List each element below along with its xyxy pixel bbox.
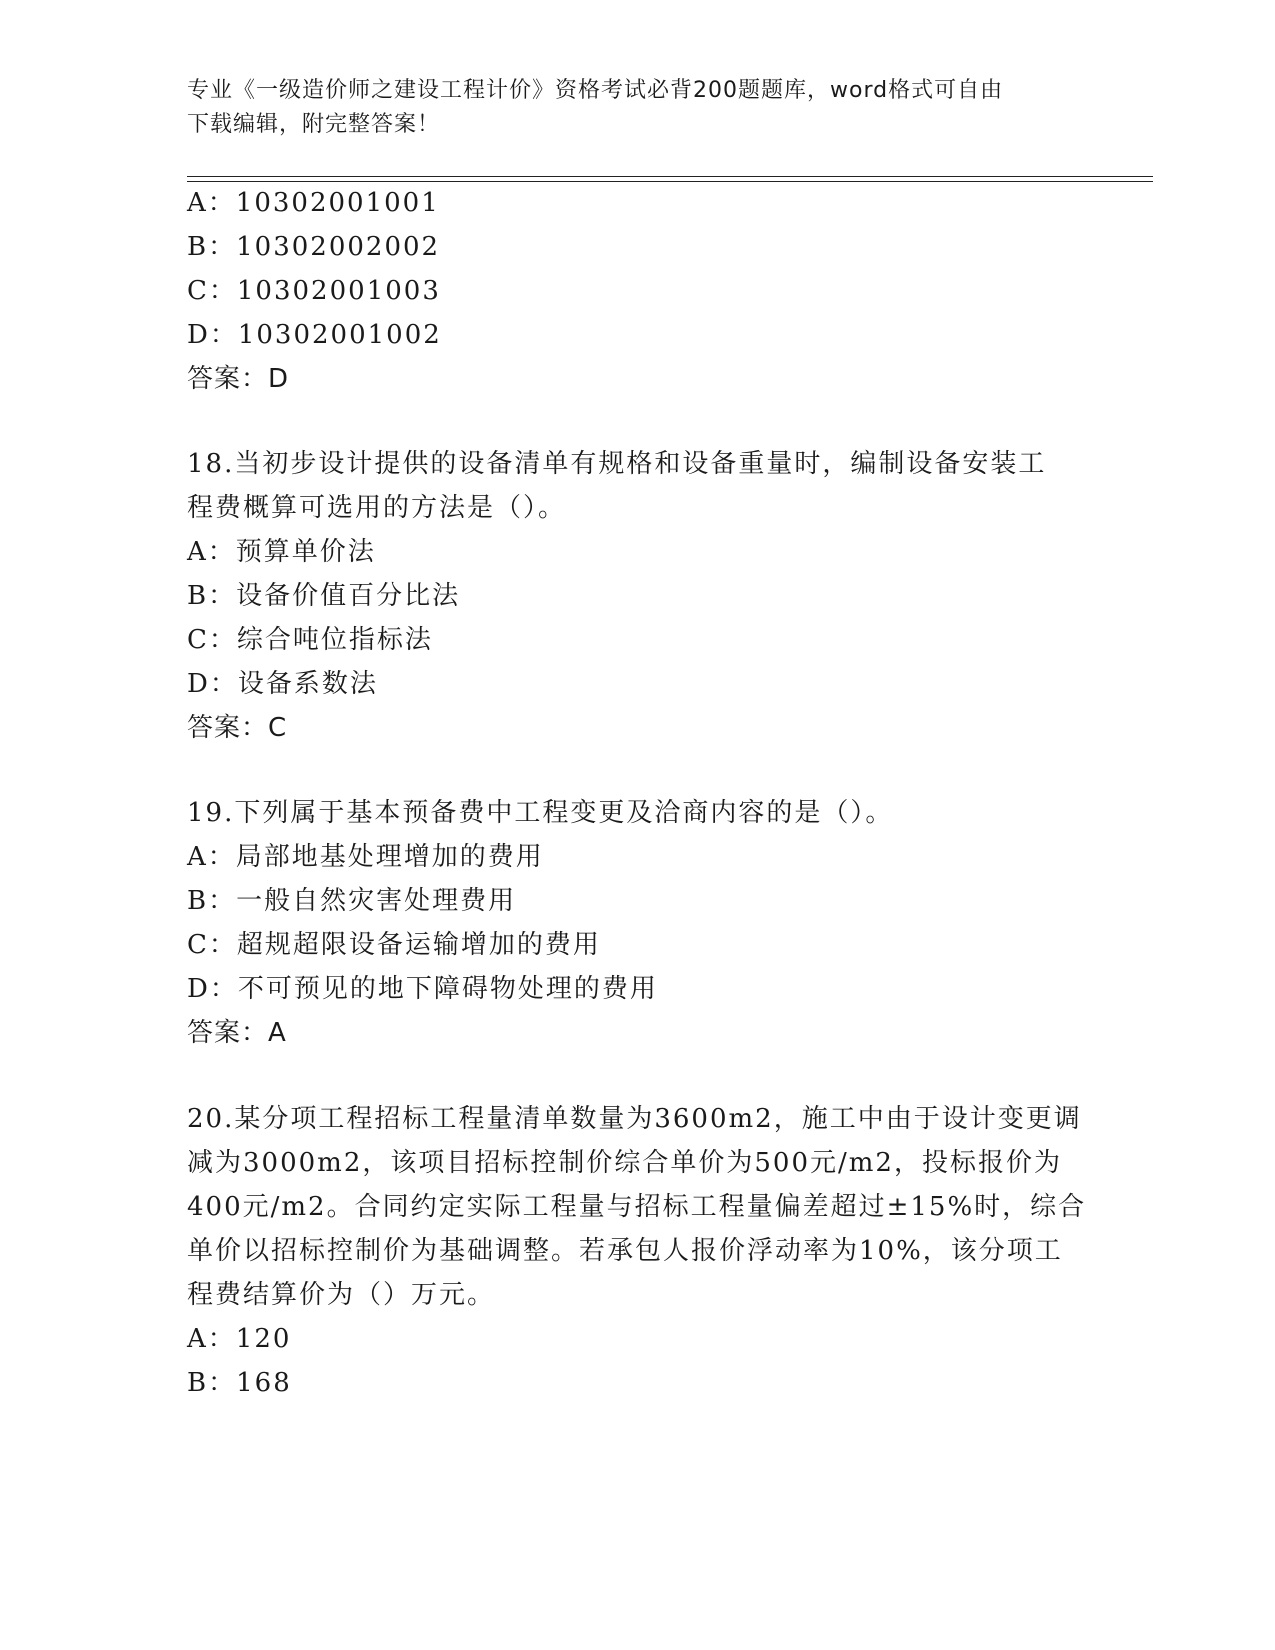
q17-answer: 答案：D (187, 364, 290, 394)
q20-stem-line-2: 减为3000m2，该项目招标控制价综合单价为500元/m2，投标报价为 (187, 1148, 1062, 1178)
q20-stem-line-5: 程费结算价为（）万元。 (187, 1280, 496, 1310)
q20-stem-line-4: 单价以招标控制价为基础调整。若承包人报价浮动率为10%，该分项工 (187, 1236, 1063, 1266)
q19-option-b: B：一般自然灾害处理费用 (187, 886, 517, 916)
q17-option-d: D：10302001002 (187, 320, 442, 350)
q20-option-a: A：120 (187, 1324, 292, 1354)
header-divider-top (187, 176, 1153, 177)
q18-option-a: A：预算单价法 (187, 537, 376, 567)
q17-option-b: B：10302002002 (187, 232, 441, 262)
q17-option-a: A：10302001001 (187, 188, 440, 218)
q17-option-c: C：10302001003 (187, 276, 441, 306)
q19-answer: 答案：A (187, 1018, 287, 1048)
q19-option-c: C：超规超限设备运输增加的费用 (187, 930, 601, 960)
q20-stem-line-1: 20.某分项工程招标工程量清单数量为3600m2，施工中由于设计变更调 (187, 1104, 1082, 1134)
q19-stem-line-1: 19.下列属于基本预备费中工程变更及洽商内容的是（）。 (187, 798, 894, 828)
q20-stem-line-3: 400元/m2。合同约定实际工程量与招标工程量偏差超过±15%时，综合 (187, 1192, 1087, 1222)
q19-option-d: D：不可预见的地下障碍物处理的费用 (187, 974, 658, 1004)
q18-option-c: C：综合吨位指标法 (187, 625, 433, 655)
document-header: 专业《一级造价师之建设工程计价》资格考试必背200题题库，word格式可自由 下载编辑，附完整答案！ (187, 78, 1004, 137)
q19-option-a: A：局部地基处理增加的费用 (187, 842, 544, 872)
q20-option-b: B：168 (187, 1368, 292, 1398)
q18-answer: 答案：C (187, 713, 288, 743)
q18-option-d: D：设备系数法 (187, 669, 378, 699)
q18-stem-line-1: 18.当初步设计提供的设备清单有规格和设备重量时，编制设备安装工 (187, 449, 1047, 479)
q18-option-b: B：设备价值百分比法 (187, 581, 461, 611)
q18-stem-line-2: 程费概算可选用的方法是（）。 (187, 493, 567, 523)
